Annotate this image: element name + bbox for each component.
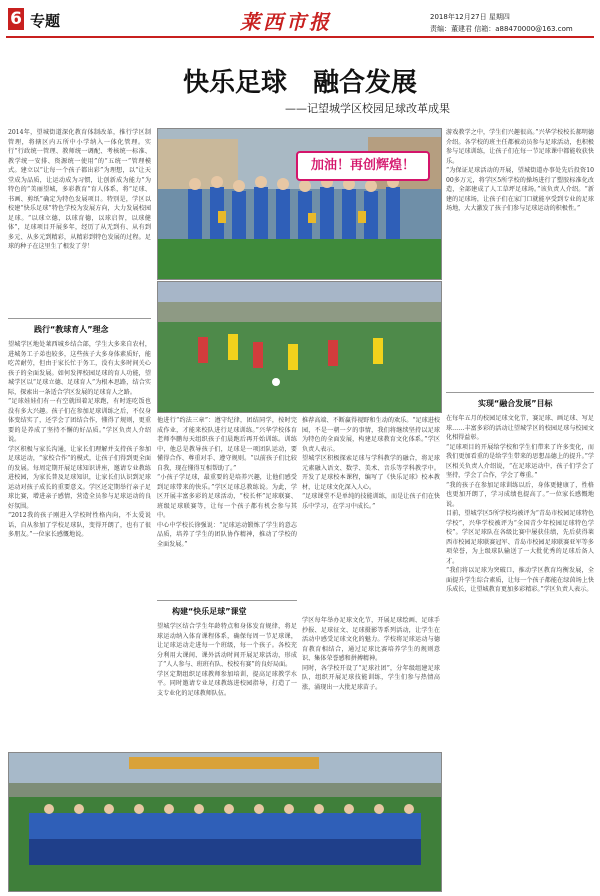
header-rule — [6, 36, 594, 38]
column-3-bottom: 学区每年举办足球文化节，开展足球绘画、足球手抄报、足球征文、足球摄影等系列活动，让学生在活动中感受足球文化的魅力。学校将足球运动与德育教育相结合，通过足球比赛培养学生的规则意识、集体荣誉感和拼搏精神。 同时，各学校开设了“足球社团”，分年级组建足球队，组织开展足球技能训练，学生们参与热情高涨，涌现出一大批足球苗子。 — [302, 617, 440, 691]
page-header — [0, 0, 600, 42]
section-heading-3: 实现“融合发展”目标 — [478, 399, 553, 408]
divider-4 — [446, 392, 594, 393]
column-4-top: 游戏教学之中，学生们兴趣很高。”兴华学校校长郝明德介绍。各学校的班主任都被动员参与足球活动，也积极参与足球训练，让孩子们在每一节足球课中都能收获快乐。 “为保证足球活动的开展，望城街道办事处先后投资1000多万元，将学区5所学校的操场进行了塑胶标准化改造，全部建成了人工草坪足球场。”该负责人介绍。“新建的足球场，让孩子们在家门口就能享受到专业的足球场地，大大激发了孩子们参与足球运动的积极性。” — [446, 129, 594, 212]
column-3-body: 推荐高端、不断赢得视野和生动的欢乐。“足球进校园，不是一朝一夕的事情，我们将继续坚持以足球为特色的全面发展，构建足球教育文化体系。”学区负责人表示。 望城学区积极探索足球与学科教学的融合，将足球元素融入语文、数学、美术、音乐等学科教学中。开发了足球校本课程，编写了《快乐足球》校本教材，让足球文化深入人心。 “足球课堂不是单纯的技能训练，而是让孩子们在快乐中学习，在学习中成长。” — [302, 417, 440, 510]
group-photo-illustration — [9, 753, 441, 891]
intro-paragraph: 2014年，望城街道深化教育体制改革，推行学区制管理，将辖区内五所中小学纳入一体化管理。实行“行政统一管理、教师统一调配、考核统一标准、教学统一安排、资源统一使用”的“五统一”管理模式。建立以“让每一个孩子都出彩”为理想，以“让天堂成为品质，让运动成为习惯，让创新成为能力”为特色的“美丽望城，多彩教育”育人体系，将“足球、书画、剪纸”确定为特色发展项目。特别是，学区以校建“快乐足球”特色学校为发展方向，大力发展校园足球。“以球立德，以球育德，以球启智，以球健体”，足球项目开展多年，经历了从无到有、从有到多元、从多元到精彩，从精彩到特色发展的过程。足球的种子在这里生了根发了芽！ — [8, 129, 151, 250]
divider-2 — [157, 600, 297, 601]
editor-line: 责编：董建君 信箱：a88470000@163.com — [430, 25, 573, 33]
column-2-body: 他进行“约法三章”：遵守纪律，团结同学，按时完成作业，才能来校队进行足球训练。”兴华学校体育老师李鹏每天组织孩子们晨跑后再开始训练。训练中，他总是教导孩子们，足球是一项团队运动，要懂得合作、尊重对手、遵守规则。“以前孩子们比较自我，现在懂得互相帮助了。” “小孩子学足球，最重要的是培养兴趣，让他们感受到足球带来的快乐。”学区足球总教练说。为此，学区开展丰富多彩的足球活动，“校长杯”足球联赛、班级足球联赛等，让每一个孩子都有机会参与其中。 中心中学校长徐强说：“足球运动锻炼了学生的意志品质，培养了学生的团队协作精神，推动了学校的全面发展。” — [157, 417, 297, 548]
team-photo — [157, 128, 442, 280]
banner-text: 加油！再创辉煌！ — [310, 158, 415, 173]
section-heading-2: 构建“快乐足球”课堂 — [172, 607, 247, 616]
page-number-box — [8, 8, 24, 30]
section-heading-1: 践行“教球育人”理念 — [34, 325, 109, 334]
group-photo — [8, 752, 442, 892]
column-1-body: 望城学区地处莱西城乡结合部，学生大多来自农村，进城务工子弟也较多，这些孩子大多身体素质好，能吃苦耐劳，但由于家长忙于务工，没有太多时间关心孩子的全面发展。如何发挥校园足球的育人功能，望城学区以“足球立德、足球育人”为根本思路，结合实际，探索出一条适合学区发展的足球育人之路。 “足球娃娃们有一有空就围着足球跑，有时连吃饭也没有多大兴趣。孩子们在参加足球训练之后，不仅身体变结实了，还学会了团结合作，懂得了规则，更重要的是养成了坚持不懈的好品质。”学区负责人介绍说。 学区积极与家长沟通，让家长们理解并支持孩子参加足球运动，“家校合作”的模式，让孩子们得到更全面的发展。每周定期开展足球知识讲座，邀请专业教练进校园，为家长普及足球知识，让家长们认识到足球运动对孩子成长的重要意义。学区还定期举行亲子足球比赛，增进亲子感情，营造全员参与足球运动的良好氛围。 “2012我的孩子刚进入学校时性格内向，不太爱说话，自从参加了学校足球队，变得开朗了，也有了很多朋友。”一位家长感慨地说。 — [8, 341, 151, 538]
divider-1 — [8, 318, 151, 319]
headline-subtitle: ——记望城学区校园足球改革成果 — [285, 102, 450, 115]
headline-title: 快乐足球 融合发展 — [182, 68, 417, 98]
date-line: 2018年12月27日 星期四 — [430, 13, 510, 21]
column-2-bottom: 望城学区结合学生年龄特点和身体发育规律，将足球运动纳入体育课程体系，确保每周一节足球课，让足球运动走进每一个班级，每一个孩子。各校充分利用大课间、课外活动时间开展足球活动，形成了“人人参与、班班有队、校校有赛”的良好局面。 学区定期组织足球教师参加培训，提高足球教学水平。同时邀请专业足球教练进校园指导，打造了一支专业化的足球教师队伍。 — [157, 623, 297, 697]
column-4-body: 在每年五月的校园足球文化节，赛足球、画足球、写足球……丰富多彩的活动让望城学区的校园足球与校园文化相得益彰。 “足球项目的开展给学校和学生们带来了许多变化，而我们更加看重的是给学生带来的思想品德上的提升。”学区相关负责人介绍说，“在足球运动中，孩子们学会了坚持，学会了合作，学会了尊重。” “我的孩子在参加足球训练以后，身体更健康了，性格也更加开朗了，学习成绩也提高了。”一位家长感慨地说。 目前，望城学区5所学校均被评为“青岛市校园足球特色学校”，兴华学校被评为“全国青少年校园足球特色学校”。学区足球队在各级比赛中屡获佳绩，先后获得莱西市校园足球联赛冠军、青岛市校园足球联赛亚军等多项荣誉，为上级球队输送了一大批优秀的足球后备人才。 “我们将以足球为突破口，推动学区教育均衡发展，全面提升学生综合素质，让每一个孩子都能在绿茵场上快乐成长，让望城教育更加多彩精彩。”学区负责人表示。 — [446, 415, 594, 593]
match-photo-illustration — [158, 282, 441, 412]
masthead: 莱西市报 — [240, 10, 332, 34]
section-label: 专题 — [30, 12, 61, 30]
banner-callout — [296, 151, 430, 181]
match-photo — [157, 281, 442, 413]
page-number: 6 — [10, 9, 22, 29]
